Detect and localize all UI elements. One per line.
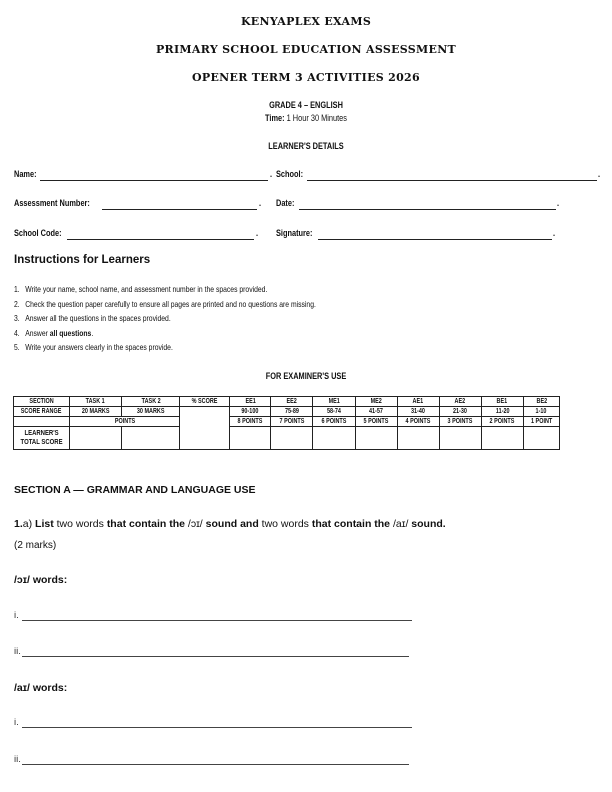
date-label: Date: xyxy=(276,198,295,208)
level-cell[interactable] xyxy=(355,427,397,450)
table-cell: 1-10 xyxy=(523,407,559,417)
term-title: OPENER TERM 3 ACTIVITIES 2026 xyxy=(192,71,420,84)
table-cell: EE2 xyxy=(271,397,313,407)
table-cell: 11-20 xyxy=(481,407,523,417)
pct-score-cell[interactable] xyxy=(180,407,230,450)
level-cell[interactable] xyxy=(230,427,271,450)
name-field[interactable] xyxy=(40,180,268,181)
learner-details-heading: LEARNER'S DETAILS xyxy=(268,141,344,151)
instructions-list xyxy=(14,282,391,355)
signature-label: Signature: xyxy=(276,228,313,238)
table-cell: 7 POINTS xyxy=(271,417,313,427)
school-field[interactable] xyxy=(307,180,597,181)
table-cell: 90-100 xyxy=(230,407,271,417)
table-row xyxy=(14,427,560,450)
level-cell[interactable] xyxy=(271,427,313,450)
oi-words-heading: /ɔɪ/ words: xyxy=(14,574,68,586)
signature-field[interactable] xyxy=(318,239,552,240)
answer-line-ai-1[interactable]: i. xyxy=(14,717,19,728)
table-cell: LEARNER'S TOTAL SCORE xyxy=(14,427,70,450)
field-row-code-signature: School Code: . Signature: . xyxy=(14,228,556,238)
instruction-item: 1. Write your name, school name, and assessment number in the spaces provided. xyxy=(14,284,268,294)
level-cell[interactable] xyxy=(397,427,439,450)
question-marks: (2 marks) xyxy=(14,540,57,551)
time-allowed: Time: 1 Hour 30 Minutes xyxy=(265,113,347,123)
task2-score-cell[interactable] xyxy=(122,427,180,450)
table-cell: ME1 xyxy=(313,397,355,407)
table-cell: 6 POINTS xyxy=(313,417,355,427)
table-cell: 5 POINTS xyxy=(355,417,397,427)
ai-words-heading: /aɪ/ words: xyxy=(14,682,68,694)
table-cell: 58-74 xyxy=(313,407,355,417)
table-cell: 30 MARKS xyxy=(122,407,180,417)
school-label: School: xyxy=(276,169,304,179)
table-cell: SCORE RANGE xyxy=(14,407,70,417)
instruction-item: 3. Answer all the questions in the spaces provided. xyxy=(14,313,171,323)
assessment-number-label: Assessment Number: xyxy=(14,198,90,208)
table-cell xyxy=(14,417,70,427)
table-cell: 20 MARKS xyxy=(70,407,122,417)
field-row-name-school: Name: . School: . xyxy=(14,169,601,179)
table-row xyxy=(14,397,560,407)
field-row-assessment-date: Assessment Number: . Date: . xyxy=(14,198,560,208)
table-cell: 2 POINTS xyxy=(481,417,523,427)
instruction-item: 5. Write your answers clearly in the spaces provide. xyxy=(14,342,173,352)
table-row xyxy=(14,417,560,427)
table-cell: SECTION xyxy=(14,397,70,407)
school-code-label: School Code: xyxy=(14,228,62,238)
level-cell[interactable] xyxy=(439,427,481,450)
table-cell: 1 POINT xyxy=(523,417,559,427)
table-cell: AE1 xyxy=(397,397,439,407)
table-cell: 75-89 xyxy=(271,407,313,417)
examiner-heading: FOR EXAMINER'S USE xyxy=(265,371,347,381)
table-cell: TASK 1 xyxy=(70,397,122,407)
task1-score-cell[interactable] xyxy=(70,427,122,450)
instructions-title: Instructions for Learners xyxy=(14,254,151,266)
table-cell: % SCORE xyxy=(180,397,230,407)
table-cell: ME2 xyxy=(355,397,397,407)
answer-line-oi-2[interactable]: ii. xyxy=(14,646,21,657)
examiner-score-table xyxy=(13,396,560,450)
question-1a: 1.a) List two words that contain the /ɔɪ/ sound and two words that contain the /aɪ/ sound. (2 marks) xyxy=(14,518,446,551)
table-cell: 21-30 xyxy=(439,407,481,417)
table-cell: TASK 2 xyxy=(122,397,180,407)
table-cell: 41-57 xyxy=(355,407,397,417)
assessment-number-field[interactable] xyxy=(102,209,257,210)
table-row xyxy=(14,407,560,417)
answer-line-ai-2[interactable]: ii. xyxy=(14,754,21,765)
section-a-title: SECTION A — GRAMMAR AND LANGUAGE USE xyxy=(14,484,256,496)
instruction-item: 4. Answer all questions. xyxy=(14,327,94,338)
table-cell: 31-40 xyxy=(397,407,439,417)
name-label: Name: xyxy=(14,169,37,179)
table-cell: BE1 xyxy=(481,397,523,407)
exam-org-title: KENYAPLEX EXAMS xyxy=(240,15,372,28)
assessment-title: PRIMARY SCHOOL EDUCATION ASSESSMENT xyxy=(155,43,457,56)
table-cell: BE2 xyxy=(523,397,559,407)
level-cell[interactable] xyxy=(481,427,523,450)
school-code-field[interactable] xyxy=(67,239,254,240)
instruction-item: 2. Check the question paper carefully to ensure all pages are printed and no questions are missing. xyxy=(14,298,316,309)
table-cell: EE1 xyxy=(230,397,271,407)
table-cell: POINTS xyxy=(70,417,180,427)
table-cell: 8 POINTS xyxy=(230,417,271,427)
answer-line-oi-1[interactable]: i. xyxy=(14,610,19,621)
table-cell: 4 POINTS xyxy=(397,417,439,427)
table-cell: AE2 xyxy=(439,397,481,407)
level-cell[interactable] xyxy=(523,427,559,450)
level-cell[interactable] xyxy=(313,427,355,450)
grade-subject: GRADE 4 – ENGLISH xyxy=(269,100,343,110)
date-field[interactable] xyxy=(299,209,556,210)
table-cell: 3 POINTS xyxy=(439,417,481,427)
